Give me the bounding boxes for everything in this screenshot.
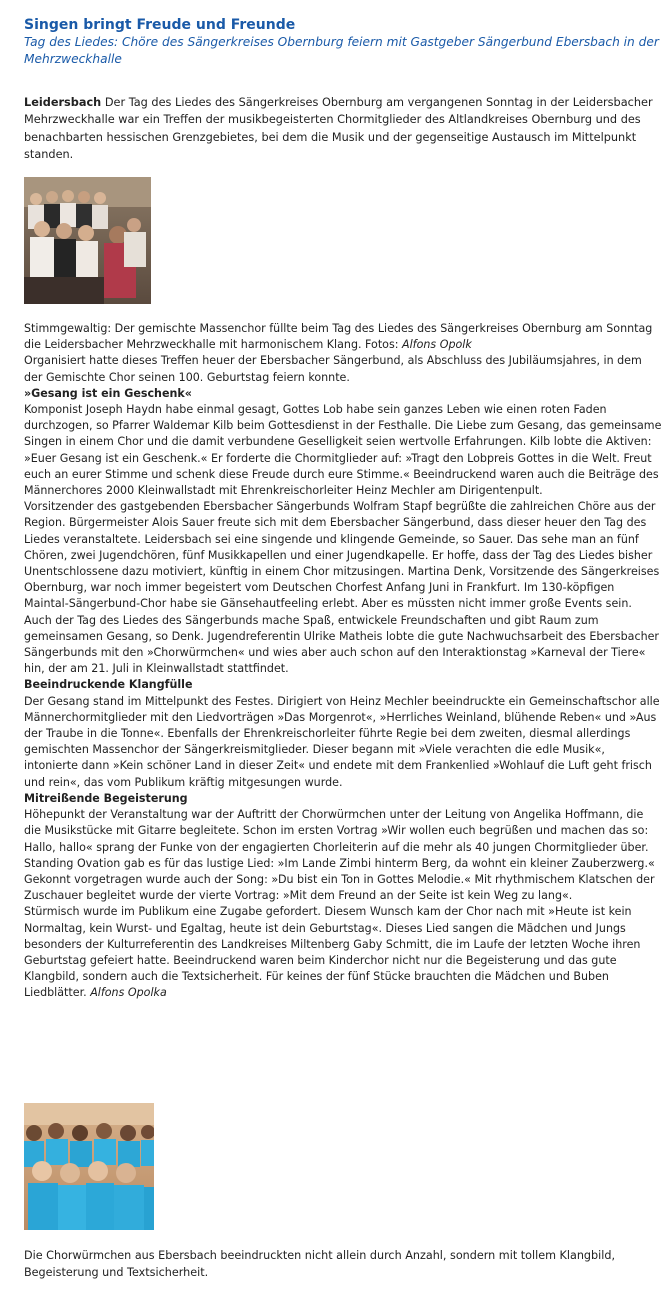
paragraph: Komponist Joseph Haydn habe einmal gesagt, Gottes Lob habe sein ganzes Leben wie einen roten Faden durchzogen, so Pfarrer Waldemar Kilb beim Gottesdienst in der Festhalle. Die Liebe zum Gesang, das gemeinsame Singen in einem Chor und die damit verbundene Geselligkeit seien wertvolle Erfahrungen. Kilb lobte die Aktiven: »Euer Gesang ist ein Geschenk.« Er forderte die Chormitglieder auf: »Tragt den Lobpreis Gottes in die Welt. Freut euch an eurer Stimme und schenk diese Freude durch eure Stimme.« Beeindruckend waren auch die Beiträge des Männerchores 2000 Kleinwallstadt mit Ehrenkreischorleiter Heinz Mechler am Dirigentenpult. bbox=[24, 403, 662, 498]
choir-photo[interactable] bbox=[24, 177, 151, 304]
section-heading: Beeindruckende Klangfülle bbox=[24, 678, 193, 692]
caption-1-credit: Alfons Opolk bbox=[402, 338, 472, 352]
lead-text: Der Tag des Liedes des Sängerkreises Obernburg am vergangenen Sonntag in der Leidersbacher Mehrzweckhalle war ein Treffen der musikbegeisterten Chormitglieder des Altlandkreises Obernburg und des benachbarten hessischen Grenzgebietes, bei dem die Musik und der gegenseitige Austausch im Mittelpunkt standen. bbox=[24, 96, 653, 161]
section-heading: »Gesang ist ein Geschenk« bbox=[24, 386, 192, 400]
paragraph: Organisiert hatte dieses Treffen heuer der Ebersbacher Sängerbund, als Abschluss des Jubiläumsjahres, in dem der Gemischte Chor seinen 100. Geburtstag feiern konnte. bbox=[24, 354, 642, 384]
paragraph-text: Stürmisch wurde im Publikum eine Zugabe gefordert. Diesem Wunsch kam der Chor nach mit »Heute ist kein Normaltag, kein Wurst- und Egaltag, heute ist dein Geburtstag«. Dieses Lied sangen die Mädchen und Jungs besonders der Kulturreferentin des Landkreises Miltenberg Gaby Schmitt, die im Laufe der letzten Woche ihren Geburtstag gefeiert hatte. Beeindruckend waren beim Kinderchor nicht nur die Begeisterung und das gute Klangbild, sondern auch die Textsicherheit. Für keines der fünf Stücke brauchten die Mädchen und Buben Liedblätter. bbox=[24, 905, 641, 1000]
article-body bbox=[24, 321, 662, 1002]
caption-1-text: Stimmgewaltig: Der gemischte Massenchor füllte beim Tag des Liedes des Sängerkreises Obernburg am Sonntag die Leidersbacher Mehrzweckhalle mit harmonischem Klang. Fotos: bbox=[24, 322, 653, 352]
children-choir-photo[interactable] bbox=[24, 1103, 154, 1230]
paragraph: Höhepunkt der Veranstaltung war der Auftritt der Chorwürmchen unter der Leitung von Angelika Hoffmann, die die Musikstücke mit Gitarre begleitete. Schon im ersten Vortrag »Wir wollen euch begrüßen und machen das so: Hallo, hallo« sprang der Funke von der engagierten Chorleiterin auf die mehr als 40 jungen Chormitglieder über. Standing Ovation gab es für das lustige Lied: »Im Lande Zimbi hinterm Berg, da wohnt ein kleiner Zauberzwerg.« Gekonnt vorgetragen wurde auch der Song: »Du bist ein Ton in Gottes Melodie.« Mit rhythmischem Klatschen der Zuschauer begleitet wurde der vierte Vortrag: »Mit dem Freund an der Seite ist kein Weg zu lang«. bbox=[24, 808, 655, 903]
author-credit: Alfons Opolka bbox=[90, 986, 167, 1000]
choir-photo-image bbox=[24, 177, 151, 304]
lead-place: Leidersbach bbox=[24, 96, 102, 109]
children-choir-photo-image bbox=[24, 1103, 154, 1230]
section-heading: Mitreißende Begeisterung bbox=[24, 791, 188, 805]
article-subtitle: Tag des Liedes: Chöre des Sängerkreises Obernburg feiern mit Gastgeber Sängerbund Ebersbach in der Mehrzweckhalle bbox=[24, 35, 659, 66]
paragraph: Der Gesang stand im Mittelpunkt des Festes. Dirigiert von Heinz Mechler beeindruckte ein Gemeinschaftschor alle Männerchormitglieder mit den Liedvorträgen »Das Morgenrot«, »Herrliches Weinland, blühende Reben« und »Aus der Traube in die Tonne«. Ebenfalls der Ehrenkreischorleiter führte Regie bei dem zweiten, diesmal allerdings gemischten Massenchor der Sängerkreismitglieder. Dieser begann mit »Viele verachten die edle Musik«, intonierte dann »Kein schöner Land in dieser Zeit« und endete mit dem Frankenlied »Wohlauf die Luft geht frisch und rein«, das vom Publikum kräftig mitgesungen wurde. bbox=[24, 694, 660, 789]
paragraph bbox=[24, 904, 662, 1001]
article-title: Singen bringt Freude und Freunde bbox=[24, 17, 296, 33]
paragraph: Vorsitzender des gastgebenden Ebersbacher Sängerbunds Wolfram Stapf begrüßte die zahlreichen Chöre aus der Region. Bürgermeister Alois Sauer freute sich mit dem Ebersbacher Sängerbund, dass dieser heuer den Tag des Liedes veranstaltete. Leidersbach sei eine singende und klingende Gemeinde, so Sauer. Das sehe man an fünf Chören, zwei Jugendchören, fünf Musikkapellen und einer Jugendkapelle. Er hoffe, dass der Tag des Liedes bisher Unentschlossene dazu motiviert, künftig in einem Chor mitzusingen. Martina Denk, Vorsitzende des Sängerkreises Obernburg, war noch immer begeistert vom Deutschen Chorfest Anfang Juni in Frankfurt. Im 130-köpfigen Maintal-Sängerbund-Chor habe sie Gänsehautfeeling erlebt. Aber es müssten nicht immer große Events sein. Auch der Tag des Liedes des Sängerbunds mache Spaß, entwickele Freundschaften und gibt Raum zum gemeinsamen Gesang, so Denk. Jugendreferentin Ulrike Matheis lobte die gute Nachwuchsarbeit des Ebersbacher Sängerbunds mit den »Chorwürmchen« und wies aber auch schon auf den Interaktionstag »Karneval der Tiere« hin, der am 21. Juli in Kleinwallstadt stattfindet. bbox=[24, 500, 660, 676]
photo-caption-1 bbox=[24, 321, 662, 353]
lead-paragraph bbox=[24, 94, 660, 163]
photo-caption-2: Die Chorwürmchen aus Ebersbach beeindruckten nicht allein durch Anzahl, sondern mit tollem Klangbild, Begeisterung und Textsicherheit. bbox=[24, 1249, 616, 1279]
